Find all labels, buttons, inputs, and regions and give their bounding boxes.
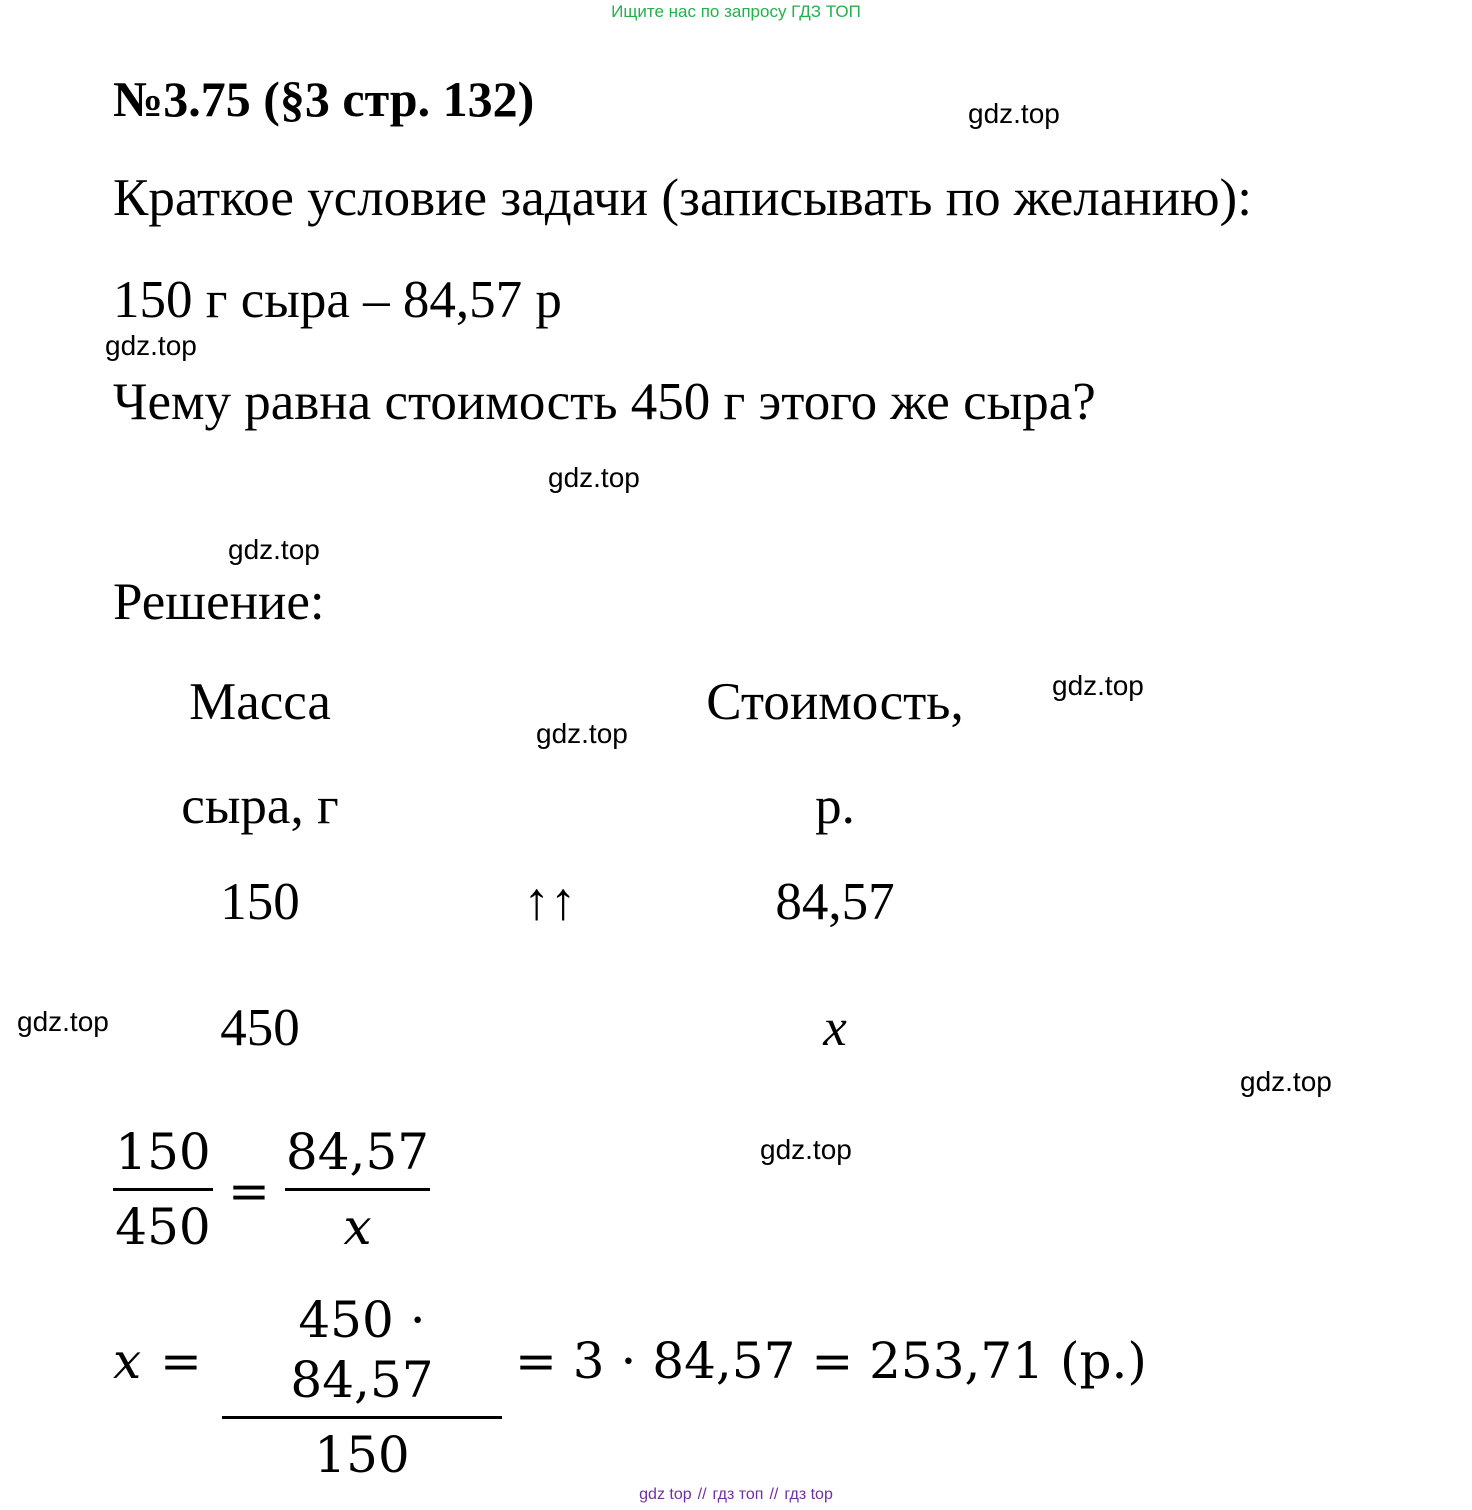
watermark: gdz.top <box>760 1134 852 1165</box>
watermark: gdz.top <box>548 462 640 493</box>
proportion-left-denominator: 450 <box>115 1198 211 1256</box>
watermark: gdz.top <box>968 98 1060 129</box>
col-mass-header-2: сыра, г <box>181 777 339 835</box>
fraction-bar <box>285 1188 430 1191</box>
col-cost-header-2: р. <box>815 777 855 835</box>
proportion-left-numerator: 150 <box>115 1123 211 1181</box>
watermark: gdz.top <box>228 534 320 565</box>
row2-mass: 450 <box>220 999 300 1057</box>
fraction-bar <box>222 1416 502 1419</box>
direct-proportion-arrows: ↑↑ <box>523 873 577 931</box>
watermark: gdz.top <box>1240 1066 1332 1097</box>
footer-separator: // <box>697 1486 707 1503</box>
col-mass-header-1: Масса <box>189 673 331 731</box>
fraction-bar <box>113 1188 213 1191</box>
calc-fraction-numerator: 450 · 84,57 <box>290 1291 434 1409</box>
proportion-equals: = <box>228 1162 270 1220</box>
proportion-right-fraction <box>285 1122 430 1257</box>
footer-part-3: гдз top <box>784 1486 833 1503</box>
footer-part-1: gdz top <box>639 1486 692 1503</box>
footer-separator: // <box>769 1486 779 1503</box>
top-banner: Ищите нас по запросу ГДЗ ТОП <box>611 2 861 21</box>
footer-banner <box>0 1486 1472 1504</box>
footer-part-2: гдз топ <box>712 1486 764 1503</box>
calc-fraction-denominator: 150 <box>314 1426 410 1484</box>
row1-mass: 150 <box>220 873 300 931</box>
calc-result: = 3 · 84,57 = 253,71 (р.) <box>515 1332 1147 1390</box>
proportion-left-fraction <box>113 1122 213 1257</box>
row2-cost-unknown: x <box>823 999 847 1057</box>
watermark: gdz.top <box>105 330 197 361</box>
proportion-right-numerator: 84,57 <box>285 1123 430 1181</box>
calc-unknown: x <box>113 1332 142 1390</box>
watermark: gdz.top <box>17 1006 109 1037</box>
watermark: gdz.top <box>536 718 628 749</box>
problem-title: №3.75 (§3 стр. 132) <box>113 71 535 127</box>
calc-fraction <box>222 1290 502 1485</box>
calc-equals: = <box>160 1332 202 1390</box>
row1-cost: 84,57 <box>775 873 895 931</box>
solution-heading: Решение: <box>113 573 325 631</box>
proportion-right-denominator: x <box>343 1198 372 1256</box>
condition-heading: Краткое условие задачи (записывать по желанию): <box>113 169 1252 227</box>
given-statement: 150 г сыра – 84,57 р <box>113 271 562 329</box>
watermark: gdz.top <box>1052 670 1144 701</box>
question-statement: Чему равна стоимость 450 г этого же сыра? <box>113 373 1096 431</box>
col-cost-header-1: Стоимость, <box>706 673 964 731</box>
